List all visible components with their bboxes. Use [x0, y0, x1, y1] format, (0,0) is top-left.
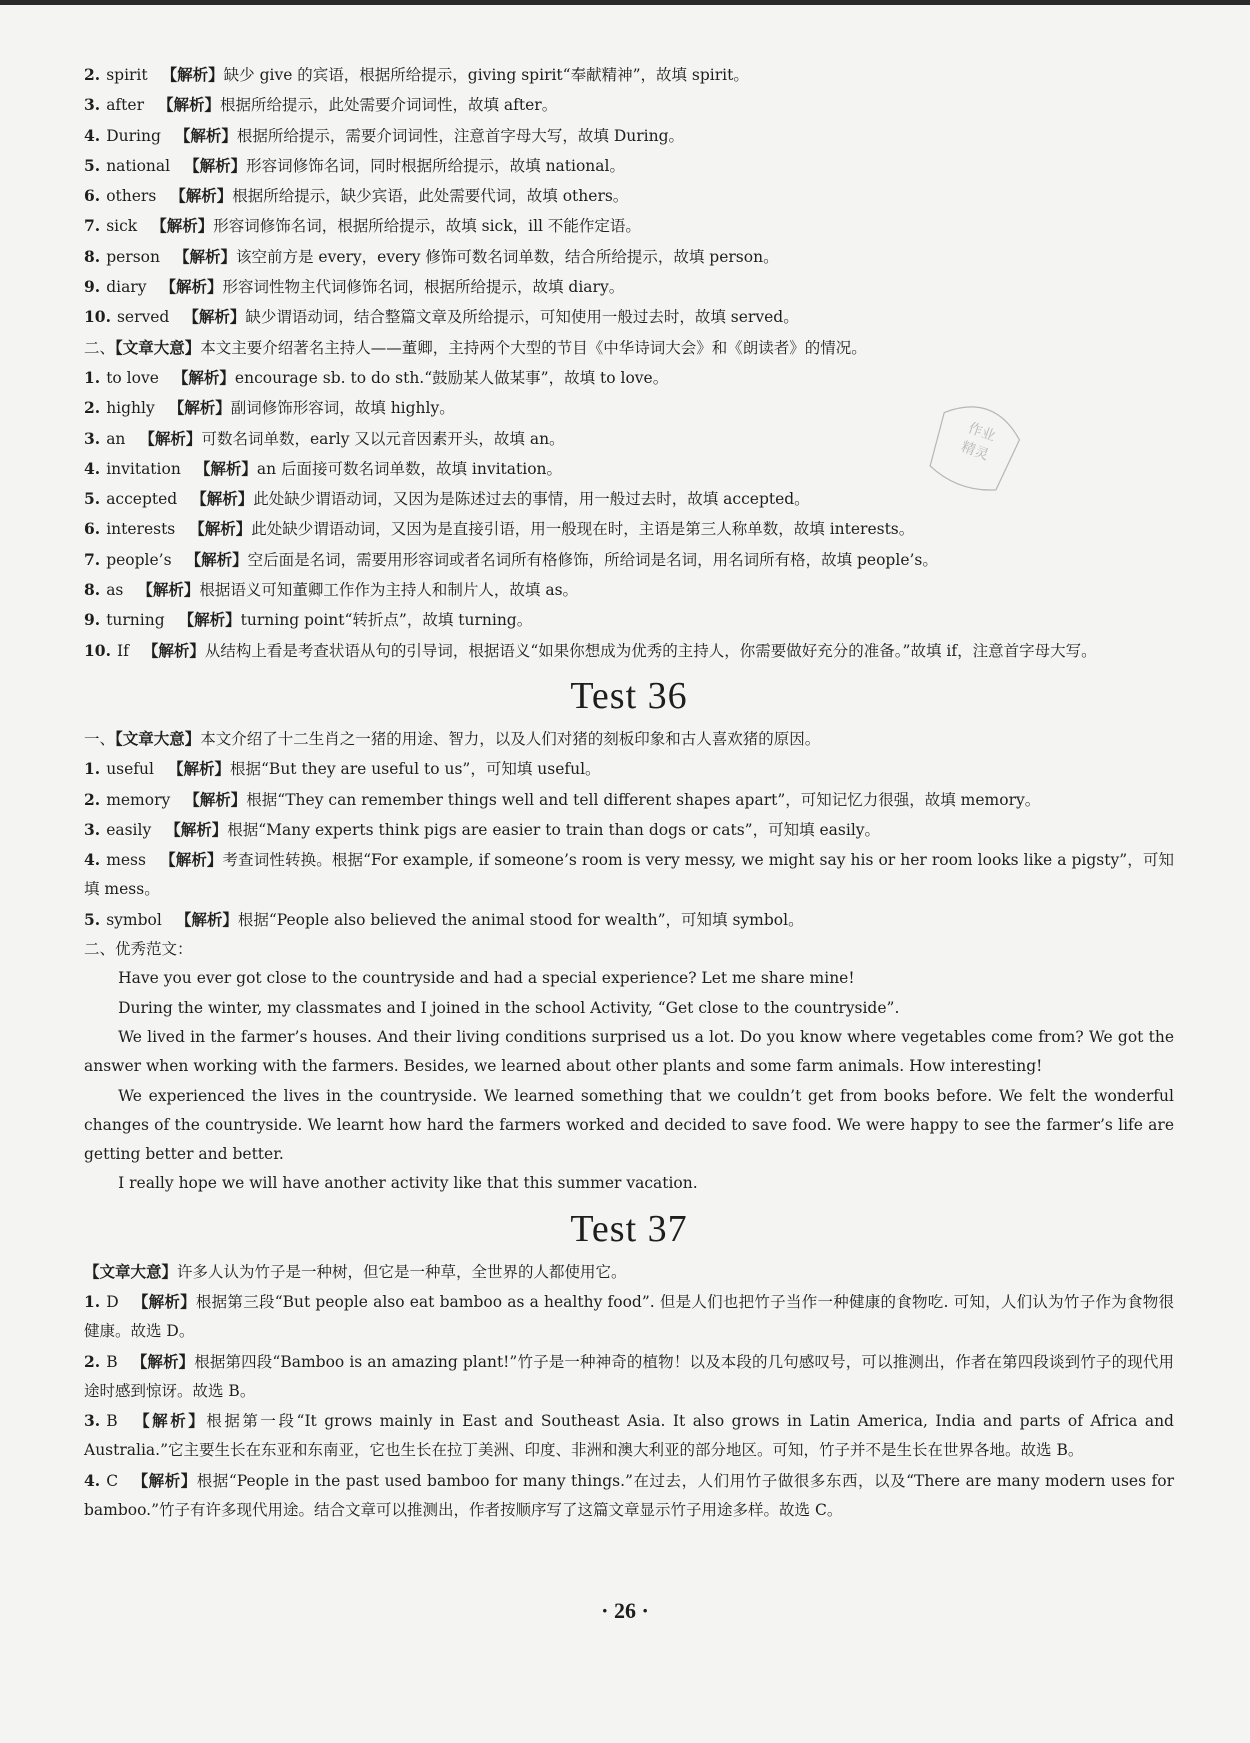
item-answer: If [116, 641, 129, 660]
item-tag: 【解析】 [157, 95, 220, 115]
item-tag: 【解析】 [159, 850, 223, 870]
item-explanation: 可数名词单数，early 又以元音因素开头，故填 an。 [201, 429, 565, 448]
item-answer: mess [106, 851, 146, 870]
item-number: 8. [84, 246, 101, 266]
item-tag: 【解析】 [165, 819, 228, 839]
item-number: 5. [84, 909, 101, 929]
item-explanation: 副词修饰形容词，故填 highly。 [230, 399, 455, 418]
item-tag: 【解析】 [183, 307, 246, 327]
answer-item [84, 181, 1174, 211]
item-tag: 【解析】 [142, 640, 205, 660]
test-37-title: Test 37 [570, 1207, 688, 1250]
top-rule [0, 0, 1250, 5]
test-36-title: Test 36 [570, 674, 688, 717]
essay-heading: 二、优秀范文： [84, 940, 193, 959]
item-number: 6. [84, 519, 101, 539]
item-answer: as [106, 581, 124, 600]
answer-item [84, 754, 1174, 784]
item-tag: 【解析】 [184, 155, 247, 175]
item-answer: an [106, 429, 126, 448]
item-explanation: 根据第四段“Bamboo is an amazing plant!”竹子是一种神奇的植物！以及本段的几句感叹号，可以推测出，作者在第四段谈到竹子的现代用途时感到惊讶。故选 B。 [84, 1352, 1174, 1400]
item-answer: diary [106, 278, 147, 297]
answer-item [84, 60, 1174, 90]
answer-item [84, 1466, 1174, 1526]
item-answer: easily [106, 820, 152, 839]
item-tag: 【解析】 [189, 519, 252, 539]
item-number: 7. [84, 216, 101, 236]
test-37-list [84, 1287, 1174, 1525]
answer-item [84, 454, 1174, 484]
item-tag: 【解析】 [184, 789, 247, 809]
item-number: 9. [84, 610, 101, 630]
item-tag: 【解析】 [132, 1470, 197, 1490]
item-explanation: 根据所给提示，缺少宾语，此处需要代词，故填 others。 [232, 187, 629, 206]
item-explanation: 缺少谓语动词，结合整篇文章及所给提示，可知使用一般过去时，故填 served。 [245, 308, 799, 327]
item-number: 9. [84, 277, 101, 297]
item-explanation: 根据所给提示，此处需要介词词性，故填 after。 [220, 96, 558, 115]
item-number: 3. [84, 428, 101, 448]
item-tag: 【解析】 [194, 458, 257, 478]
item-number: 1. [84, 1291, 101, 1311]
item-tag: 【解析】 [185, 549, 248, 569]
item-explanation: 从结构上看是考查状语从句的引导词，根据语义“如果你想成为优秀的主持人，你需要做好充分的准备。”故填 if，注意首字母大写。 [204, 641, 1097, 660]
answer-item [84, 514, 1174, 544]
item-number: 5. [84, 155, 101, 175]
item-answer: invitation [106, 459, 181, 478]
item-tag: 【解析】 [151, 216, 214, 236]
test-37-heading: 【文章大意】许多人认为竹子是一种树，但它是一种草，全世界的人都使用它。 [84, 1261, 627, 1281]
section-a-list [84, 60, 1174, 333]
item-answer: highly [106, 399, 155, 418]
test-36-heading: 一、【文章大意】本文介绍了十二生肖之一猪的用途、智力，以及人们对猪的刻板印象和古人喜欢猪的原因。 [84, 728, 821, 748]
item-explanation: 根据“Many experts think pigs are easier to train than dogs or cats”，可知填 easily。 [227, 820, 881, 839]
item-number: 4. [84, 458, 101, 478]
essay-paragraph: I really hope we will have another activity like that this summer vacation. [118, 1174, 698, 1193]
item-answer: interests [106, 520, 176, 539]
essay-paragraph: We lived in the farmer’s houses. And their living conditions surprised us a lot. Do you know where vegetables come from? We got the answer when working with the farmers. Besides, we learned about other plants and some farm animals. How interesting! [84, 1027, 1174, 1076]
item-answer: national [106, 156, 171, 175]
stamp-text-2: 精灵 [958, 439, 991, 464]
answer-item [84, 1287, 1174, 1347]
item-tag: 【解析】 [131, 1411, 207, 1431]
answer-item [84, 1406, 1174, 1466]
item-tag: 【解析】 [160, 277, 223, 297]
item-number: 2. [84, 398, 101, 418]
item-answer: During [106, 126, 161, 145]
answer-item [84, 151, 1174, 181]
item-explanation: 根据语义可知董卿工作作为主持人和制片人，故填 as。 [199, 581, 579, 600]
answer-item [84, 272, 1174, 302]
item-number: 5. [84, 489, 101, 509]
item-explanation: 此处缺少谓语动词，又因为是直接引语，用一般现在时，主语是第三人称单数，故填 interests。 [251, 520, 915, 539]
item-explanation: 该空前方是 every，every 修饰可数名词单数，结合所给提示，故填 person。 [235, 247, 779, 266]
item-explanation: encourage sb. to do sth.“鼓励某人做某事”，故填 to love。 [234, 368, 669, 387]
item-tag: 【解析】 [178, 610, 241, 630]
item-tag: 【解析】 [170, 186, 233, 206]
test-36-list [84, 754, 1174, 935]
item-tag: 【解析】 [172, 367, 235, 387]
item-explanation: 形容词性物主代词修饰名词，根据所给提示，故填 diary。 [222, 278, 625, 297]
answer-item [84, 1347, 1174, 1407]
item-tag: 【解析】 [139, 428, 202, 448]
item-explanation: 形容词修饰名词，同时根据所给提示，故填 national。 [246, 156, 625, 175]
item-tag: 【解析】 [175, 909, 238, 929]
item-explanation: 根据“But they are useful to us”，可知填 useful。 [230, 760, 601, 779]
answer-item [84, 905, 1174, 935]
item-number: 3. [84, 819, 101, 839]
item-number: 2. [84, 1351, 101, 1371]
item-explanation: 根据所给提示，需要介词词性，注意首字母大写，故填 During。 [236, 126, 685, 145]
item-tag: 【解析】 [191, 489, 254, 509]
item-tag: 【解析】 [173, 246, 236, 266]
item-number: 4. [84, 1470, 101, 1490]
item-number: 4. [84, 125, 101, 145]
answer-item [84, 484, 1174, 514]
item-explanation: turning point“转折点”，故填 turning。 [240, 611, 533, 630]
item-tag: 【解析】 [137, 580, 200, 600]
item-answer: person [106, 247, 160, 266]
item-answer: served [116, 308, 170, 327]
item-tag: 【解析】 [168, 398, 231, 418]
item-number: 3. [84, 1411, 101, 1431]
item-answer: to love [106, 368, 159, 387]
item-number: 2. [84, 65, 101, 84]
answer-item [84, 90, 1174, 120]
item-explanation: 根据第三段“But people also eat bamboo as a healthy food”. 但是人们也把竹子当作一种健康的食物吃. 可知，人们认为竹子作为食物很健康。故选 D。 [84, 1292, 1174, 1341]
model-essay [84, 964, 1174, 1198]
item-tag: 【解析】 [131, 1351, 195, 1371]
page-number: · 26 · [601, 1598, 649, 1623]
stamp-text-1: 作业 [965, 420, 998, 445]
item-answer: C [106, 1471, 119, 1490]
item-answer: people’s [106, 550, 172, 569]
item-number: 1. [84, 759, 101, 779]
item-number: 10. [84, 640, 111, 660]
item-explanation: 根据“They can remember things well and tell different shapes apart”，可知记忆力很强，故填 memory。 [246, 790, 1041, 809]
answer-item [84, 242, 1174, 272]
item-answer: turning [106, 611, 165, 630]
answer-item [84, 815, 1174, 845]
answer-item [84, 605, 1174, 635]
answer-item [84, 545, 1174, 575]
item-answer: accepted [106, 490, 178, 509]
item-explanation: 根据“People also believed the animal stood for wealth”，可知填 symbol。 [237, 910, 804, 929]
answer-item [84, 785, 1174, 815]
answer-item [84, 845, 1174, 905]
answer-item [84, 363, 1174, 393]
item-number: 8. [84, 580, 101, 600]
item-tag: 【解析】 [174, 125, 237, 145]
item-explanation: 形容词修饰名词，根据所给提示，故填 sick，ill 不能作定语。 [213, 217, 641, 236]
answer-item [84, 121, 1174, 151]
item-explanation: an 后面接可数名词单数，故填 invitation。 [256, 459, 563, 478]
item-answer: B [106, 1352, 118, 1371]
item-number: 7. [84, 549, 101, 569]
answer-item [84, 211, 1174, 241]
item-tag: 【解析】 [161, 65, 224, 84]
item-answer: D [106, 1292, 119, 1311]
item-explanation: 此处缺少谓语动词，又因为是陈述过去的事情，用一般过去时，故填 accepted。 [253, 490, 810, 509]
item-tag: 【解析】 [167, 759, 230, 779]
item-answer: spirit [106, 66, 148, 84]
item-explanation: 根据“People in the past used bamboo for many things.”在过去，人们用竹子做很多东西，以及“There are many modern uses for bamboo.”竹子有许多现代用途。结合文章可以推测出，作者按顺序写了这篇文章显示竹子用途多样。故选 C。 [84, 1471, 1174, 1520]
item-answer: others [106, 187, 157, 206]
item-answer: sick [106, 217, 138, 236]
essay-paragraph: We experienced the lives in the countryside. We learned something that we couldn’t get from books before. We felt the wonderful changes of the countryside. We learnt how hard the farmers worked and decided to save food. We were happy to see the farmer’s life are getting better and better. [84, 1086, 1174, 1164]
item-number: 4. [84, 850, 101, 870]
item-number: 10. [84, 307, 111, 327]
section-b-heading: 二、【文章大意】本文主要介绍著名主持人——董卿，主持两个大型的节目《中华诗词大会》和《朗读者》的情况。 [84, 337, 867, 357]
item-explanation: 考查词性转换。根据“For example, if someone’s room is very messy, we might say his or her room looks like a pigsty”，可知填 mess。 [84, 851, 1174, 899]
answer-item [84, 575, 1174, 605]
item-explanation: 缺少 give 的宾语，根据所给提示，giving spirit“奉献精神”，故填 spirit。 [223, 66, 749, 84]
item-explanation: 根据第一段“It grows mainly in East and Southeast Asia. It also grows in Latin America, India and parts of Africa and Australia.”它主要生长在东亚和东南亚，它也生长在拉丁美洲、印度、非洲和澳大利亚的部分地区。可知，竹子并不是生长在世界各地。故选 B。 [84, 1412, 1174, 1460]
item-number: 3. [84, 95, 101, 115]
essay-paragraph: Have you ever got close to the countryside and had a special experience? Let me share mine! [118, 969, 855, 988]
item-number: 6. [84, 186, 101, 206]
item-tag: 【解析】 [132, 1291, 196, 1311]
item-answer: memory [106, 790, 171, 809]
item-answer: B [106, 1412, 118, 1431]
item-answer: after [106, 96, 144, 115]
answer-item [84, 424, 1174, 454]
essay-paragraph: During the winter, my classmates and I joined in the school Activity, “Get close to the countryside”. [118, 998, 900, 1017]
item-explanation: 空后面是名词，需要用形容词或者名词所有格修饰，所给词是名词，用名词所有格，故填 people’s。 [247, 550, 938, 569]
answer-item [84, 393, 1174, 423]
item-answer: useful [106, 760, 154, 779]
answer-item [84, 636, 1174, 666]
answer-content [84, 60, 1174, 1525]
item-number: 1. [84, 367, 101, 387]
section-b-list [84, 363, 1174, 666]
answer-item [84, 302, 1174, 332]
item-answer: symbol [106, 910, 162, 929]
item-number: 2. [84, 789, 101, 809]
